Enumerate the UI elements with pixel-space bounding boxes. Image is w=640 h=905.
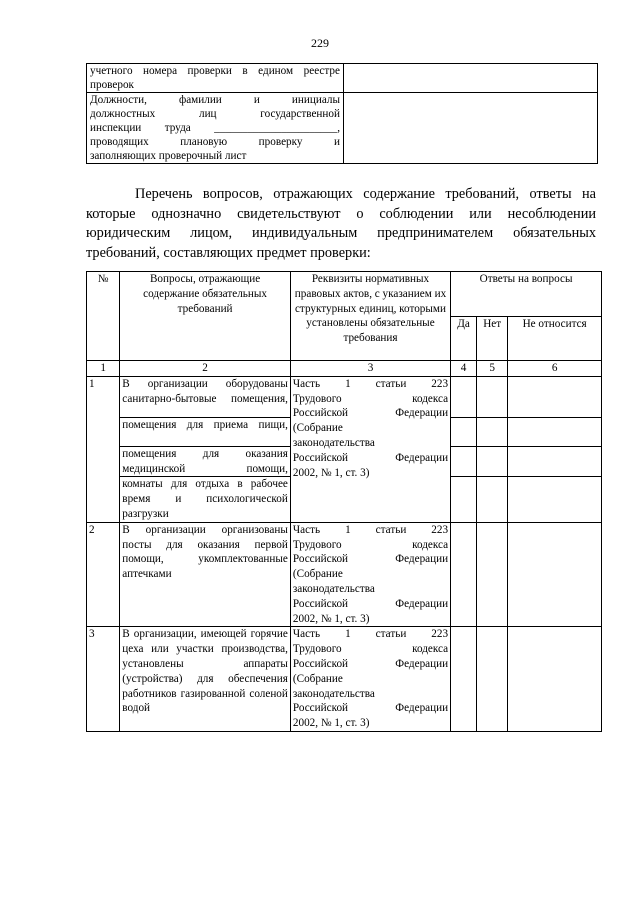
text-line: заполняющих проверочный лист (90, 150, 247, 162)
text-line: Трудового кодекса (292, 643, 449, 656)
question-text: В организации, имеющей горячие цеха или участки производства, установлены аппараты (устройства) для обеспечения работников газированной соленой водой (120, 627, 291, 732)
row-num: 1 (87, 376, 120, 522)
header-num: № (87, 272, 120, 361)
text-line: 2002, № 1, ст. 3) (292, 717, 370, 730)
col-number: 5 (477, 361, 508, 377)
answer-yes-cell[interactable] (451, 446, 477, 477)
text-line: которые однозначно свидетельствуют о соблюдении или несоблюдении (86, 205, 596, 222)
text-line: 2002, № 1, ст. 3) (292, 466, 370, 479)
requisites-cell (290, 627, 450, 732)
text-line: законодательства (292, 582, 375, 595)
answer-na-cell[interactable] (508, 627, 602, 732)
answer-na-cell[interactable] (508, 477, 602, 522)
text-line: Российской Федерации (292, 657, 449, 670)
answer-na-cell[interactable] (508, 376, 602, 417)
answer-no-cell[interactable] (477, 446, 508, 477)
header-no: Нет (477, 316, 508, 361)
col-number: 1 (87, 361, 120, 377)
page-number: 229 (311, 36, 329, 50)
answer-yes-cell[interactable] (451, 627, 477, 732)
text-line: требований, составляющих предмет проверки: (86, 244, 371, 261)
question-text: В организации оборудованы санитарно-бытовые помещения, (120, 376, 291, 417)
table-row (87, 376, 602, 417)
text-line: должностных лиц государственной (90, 108, 340, 120)
inspection-info-table (86, 63, 598, 164)
table-row (87, 627, 602, 732)
text-line: Трудового кодекса (292, 392, 449, 405)
text-line: инспекции труда ______________________, (90, 122, 340, 134)
header-yes: Да (451, 316, 477, 361)
question-text: помещения для оказания медицинской помощи, (120, 446, 291, 477)
table-row (87, 93, 598, 164)
text-line: юридическим лицом, индивидуальным предпринимателем обязательных (86, 225, 596, 241)
text-line: Российской Федерации (292, 553, 449, 566)
text-line: Должности, фамилии и инициалы (90, 94, 340, 106)
question-text: помещения для приема пищи, (120, 417, 291, 446)
header-na: Не относится (508, 316, 602, 361)
table-row (87, 522, 602, 627)
text-line: Часть 1 статьи 223 (292, 377, 449, 390)
text-line: 2002, № 1, ст. 3) (292, 612, 370, 625)
answer-na-cell[interactable] (508, 417, 602, 446)
question-text: В организации организованы посты для оказания первой помощи, укомплектованные аптечками (120, 522, 291, 627)
answer-na-cell[interactable] (508, 522, 602, 627)
text-line: Российской Федерации (292, 451, 449, 464)
text-line: учетного номера проверки в едином реестре (90, 65, 340, 77)
text-line: (Собрание (292, 568, 343, 581)
row-num: 3 (87, 627, 120, 732)
text-line: Трудового кодекса (292, 538, 449, 551)
header-requisites: Реквизиты нормативных правовых актов, с указанием их структурных единиц, которыми установлены обязательные требования (290, 272, 450, 361)
intro-paragraph (86, 185, 596, 263)
registry-number-value[interactable] (344, 64, 598, 93)
col-number: 2 (120, 361, 291, 377)
registry-number-label (87, 64, 344, 93)
table-row (87, 64, 598, 93)
answer-yes-cell[interactable] (451, 522, 477, 627)
text-line: Перечень вопросов, отражающих содержание требований, ответы на (135, 186, 596, 202)
text-line: Часть 1 статьи 223 (292, 523, 449, 536)
text-line: Часть 1 статьи 223 (292, 628, 449, 641)
text-line: (Собрание (292, 672, 343, 685)
answer-no-cell[interactable] (477, 522, 508, 627)
answer-no-cell[interactable] (477, 627, 508, 732)
inspectors-value[interactable] (344, 93, 598, 164)
text-line: законодательства (292, 436, 375, 449)
text-line: законодательства (292, 687, 375, 700)
col-number: 4 (451, 361, 477, 377)
requisites-cell (290, 376, 450, 522)
text-line: (Собрание (292, 422, 343, 435)
answer-na-cell[interactable] (508, 446, 602, 477)
inspectors-label (87, 93, 344, 164)
col-number: 3 (290, 361, 450, 377)
answer-yes-cell[interactable] (451, 417, 477, 446)
row-num: 2 (87, 522, 120, 627)
header-answers: Ответы на вопросы (451, 272, 602, 317)
column-numbers-row (87, 361, 602, 377)
answer-no-cell[interactable] (477, 376, 508, 417)
header-row (87, 272, 602, 317)
answer-yes-cell[interactable] (451, 477, 477, 522)
header-questions: Вопросы, отражающие содержание обязательных требований (120, 272, 291, 361)
text-line: проверок (90, 79, 134, 91)
checklist-table (86, 271, 602, 732)
text-line: Российской Федерации (292, 597, 449, 610)
answer-no-cell[interactable] (477, 417, 508, 446)
text-line: проводящих плановую проверку и (90, 136, 340, 148)
text-line: Российской Федерации (292, 702, 449, 715)
col-number: 6 (508, 361, 602, 377)
answer-no-cell[interactable] (477, 477, 508, 522)
text-line: Российской Федерации (292, 407, 449, 420)
answer-yes-cell[interactable] (451, 376, 477, 417)
question-text: комнаты для отдыха в рабочее время и психологической разгрузки (120, 477, 291, 522)
requisites-cell (290, 522, 450, 627)
